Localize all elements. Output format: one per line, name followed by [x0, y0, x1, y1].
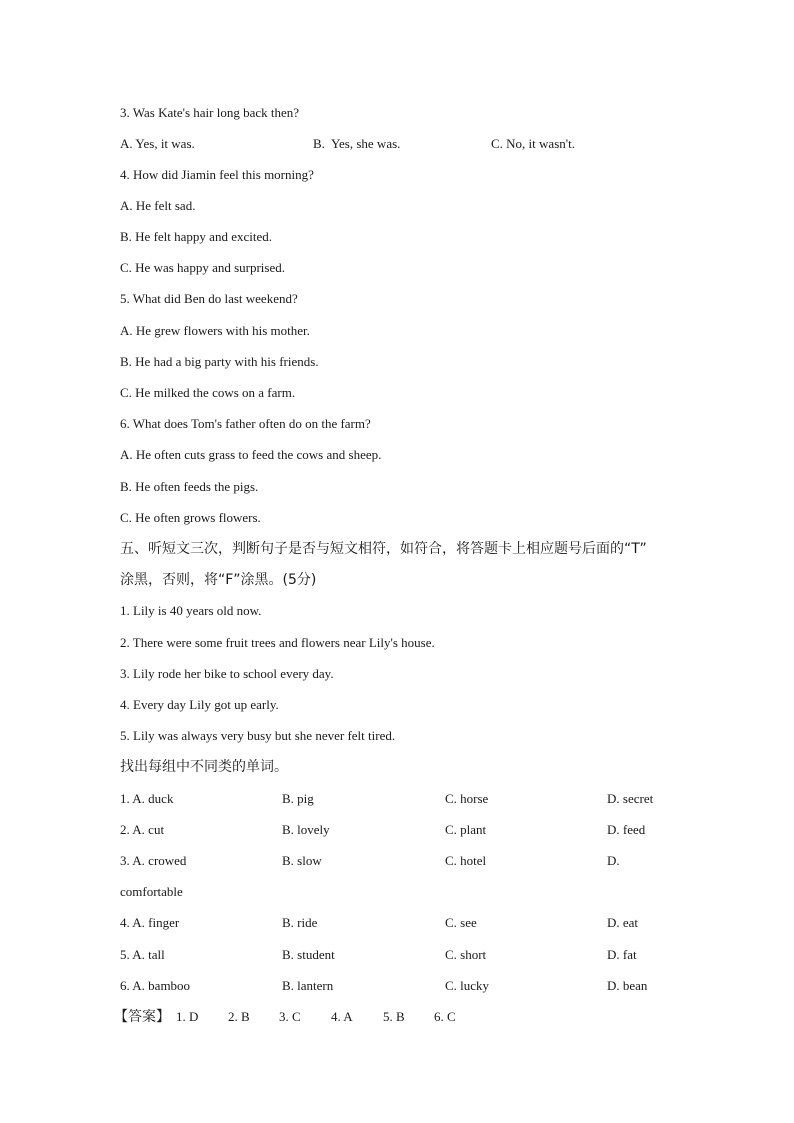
word-option: C. lucky [445, 978, 490, 993]
word-option: D. secret [607, 791, 654, 806]
word-option: B. pig [282, 791, 314, 806]
q6-option-a: A. He often cuts grass to feed the cows and sheep. [120, 447, 382, 462]
word-option: C. short [445, 947, 487, 962]
q5-option-b: B. He had a big party with his friends. [120, 354, 319, 369]
odd-one-out-instruction: 找出每组中不同类的单词。 [120, 759, 288, 775]
word-option: D. [607, 853, 620, 868]
section-5-instruction: 五、听短文三次，判断句子是否与短文相符，如符合，将答题卡上相应题号后面的“T” [120, 541, 647, 557]
word-option: D. bean [607, 978, 648, 993]
answer-item: 4. A [331, 1009, 353, 1024]
word-option: 6. A. bamboo [120, 978, 191, 993]
q4-option-c: C. He was happy and surprised. [120, 260, 285, 275]
statement-1: 1. Lily is 40 years old now. [120, 603, 262, 618]
q6-option-b: B. He often feeds the pigs. [120, 479, 259, 494]
word-option: D. feed [607, 822, 646, 837]
statement-4: 4. Every day Lily got up early. [120, 697, 279, 712]
answer-item: 5. B [383, 1009, 405, 1024]
answer-item: 2. B [228, 1009, 250, 1024]
q3-option-a: A. Yes, it was. [120, 136, 195, 151]
word-option: B. student [282, 947, 335, 962]
answer-item: 6. C [434, 1009, 456, 1024]
word-option: 1. A. duck [120, 791, 174, 806]
question-6: 6. What does Tom's father often do on the farm? [120, 416, 371, 431]
word-option: B. lovely [282, 822, 330, 837]
word-option: B. ride [282, 915, 318, 930]
word-option-wrap: comfortable [120, 884, 183, 899]
word-option: B. lantern [282, 978, 334, 993]
q5-option-c: C. He milked the cows on a farm. [120, 385, 296, 400]
statement-5: 5. Lily was always very busy but she never felt tired. [120, 728, 396, 743]
word-option: D. eat [607, 915, 639, 930]
word-option: 3. A. crowed [120, 853, 187, 868]
statement-2: 2. There were some fruit trees and flowers near Lily's house. [120, 635, 435, 650]
q6-option-c: C. He often grows flowers. [120, 510, 261, 525]
word-option: 4. A. finger [120, 915, 180, 930]
question-5: 5. What did Ben do last weekend? [120, 291, 298, 306]
q3-option-c: C. No, it wasn't. [491, 136, 575, 151]
word-option: 2. A. cut [120, 822, 165, 837]
word-option: C. horse [445, 791, 489, 806]
q3-option-b: B. Yes, she was. [313, 136, 401, 151]
answer-label: 【答案】 [114, 1009, 170, 1025]
word-option: B. slow [282, 853, 322, 868]
q4-option-a: A. He felt sad. [120, 198, 196, 213]
q5-option-a: A. He grew flowers with his mother. [120, 323, 310, 338]
section-5-instruction-cont: 涂黑，否则，将“F”涂黑。(5分) [120, 572, 317, 588]
word-option: 5. A. tall [120, 947, 165, 962]
word-option: C. hotel [445, 853, 487, 868]
question-4: 4. How did Jiamin feel this morning? [120, 167, 314, 182]
question-3: 3. Was Kate's hair long back then? [120, 105, 300, 120]
answer-item: 3. C [279, 1009, 301, 1024]
word-option: C. see [445, 915, 477, 930]
word-option: C. plant [445, 822, 487, 837]
statement-3: 3. Lily rode her bike to school every day. [120, 666, 334, 681]
answer-item: 1. D [176, 1009, 199, 1024]
q4-option-b: B. He felt happy and excited. [120, 229, 272, 244]
word-option: D. fat [607, 947, 637, 962]
